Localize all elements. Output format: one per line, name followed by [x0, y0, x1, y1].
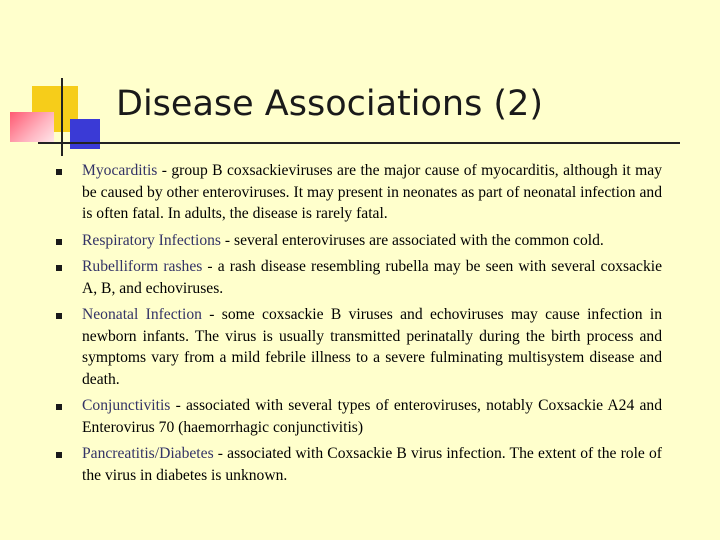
decoration-vertical-line: [61, 78, 63, 156]
bullet-term: Conjunctivitis: [82, 397, 171, 414]
bullet-term: Pancreatitis/Diabetes: [82, 445, 214, 462]
bullet-item-conjunctivitis: [52, 395, 662, 438]
bullet-description: - group B coxsackieviruses are the major cause of myocarditis, although it may be caused by other enteroviruses. It may present in neonates as part of neonatal infection and is often fatal. In adults, the disease is rarely fatal.: [82, 162, 662, 222]
bullet-description: - several enteroviruses are associated with the common cold.: [221, 231, 604, 249]
square-bullet-icon: [56, 404, 62, 410]
bullet-item-respiratory-infections: [52, 230, 662, 252]
bullet-description: - associated with several types of enteroviruses, notably Coxsackie A24 and Enterovirus 70 (haemorrhagic conjunctivitis): [82, 397, 662, 436]
bullet-description: - associated with Coxsackie B virus infection. The extent of the role of the virus in diabetes is unknown.: [82, 445, 662, 484]
bullet-list: [52, 160, 662, 491]
bullet-term: Rubelliform rashes: [82, 258, 203, 275]
bullet-item-myocarditis: [52, 160, 662, 225]
square-bullet-icon: [56, 169, 62, 175]
title-underline: [38, 142, 680, 144]
bullet-description: - a rash disease resembling rubella may be seen with several coxsackie A, B, and echoviruses.: [82, 258, 662, 297]
bullet-term: Myocarditis: [82, 162, 158, 179]
bullet-term: Neonatal Infection: [82, 306, 202, 323]
bullet-description: - some coxsackie B viruses and echoviruses may cause infection in newborn infants. The virus is usually transmitted perinatally during the birth process and symptoms vary from a mild febrile illness to a severe fulminating multisystem disease and death.: [82, 306, 662, 388]
square-bullet-icon: [56, 239, 62, 245]
square-bullet-icon: [56, 313, 62, 319]
decoration-red-square: [10, 112, 54, 142]
bullet-item-rubelliform-rashes: [52, 256, 662, 299]
square-bullet-icon: [56, 265, 62, 271]
decoration-blue-square: [70, 119, 100, 149]
square-bullet-icon: [56, 452, 62, 458]
bullet-item-pancreatitis-diabetes: [52, 443, 662, 486]
slide-title: Disease Associations (2): [116, 84, 544, 124]
bullet-term: Respiratory Infections: [82, 231, 222, 249]
bullet-item-neonatal-infection: [52, 304, 662, 390]
